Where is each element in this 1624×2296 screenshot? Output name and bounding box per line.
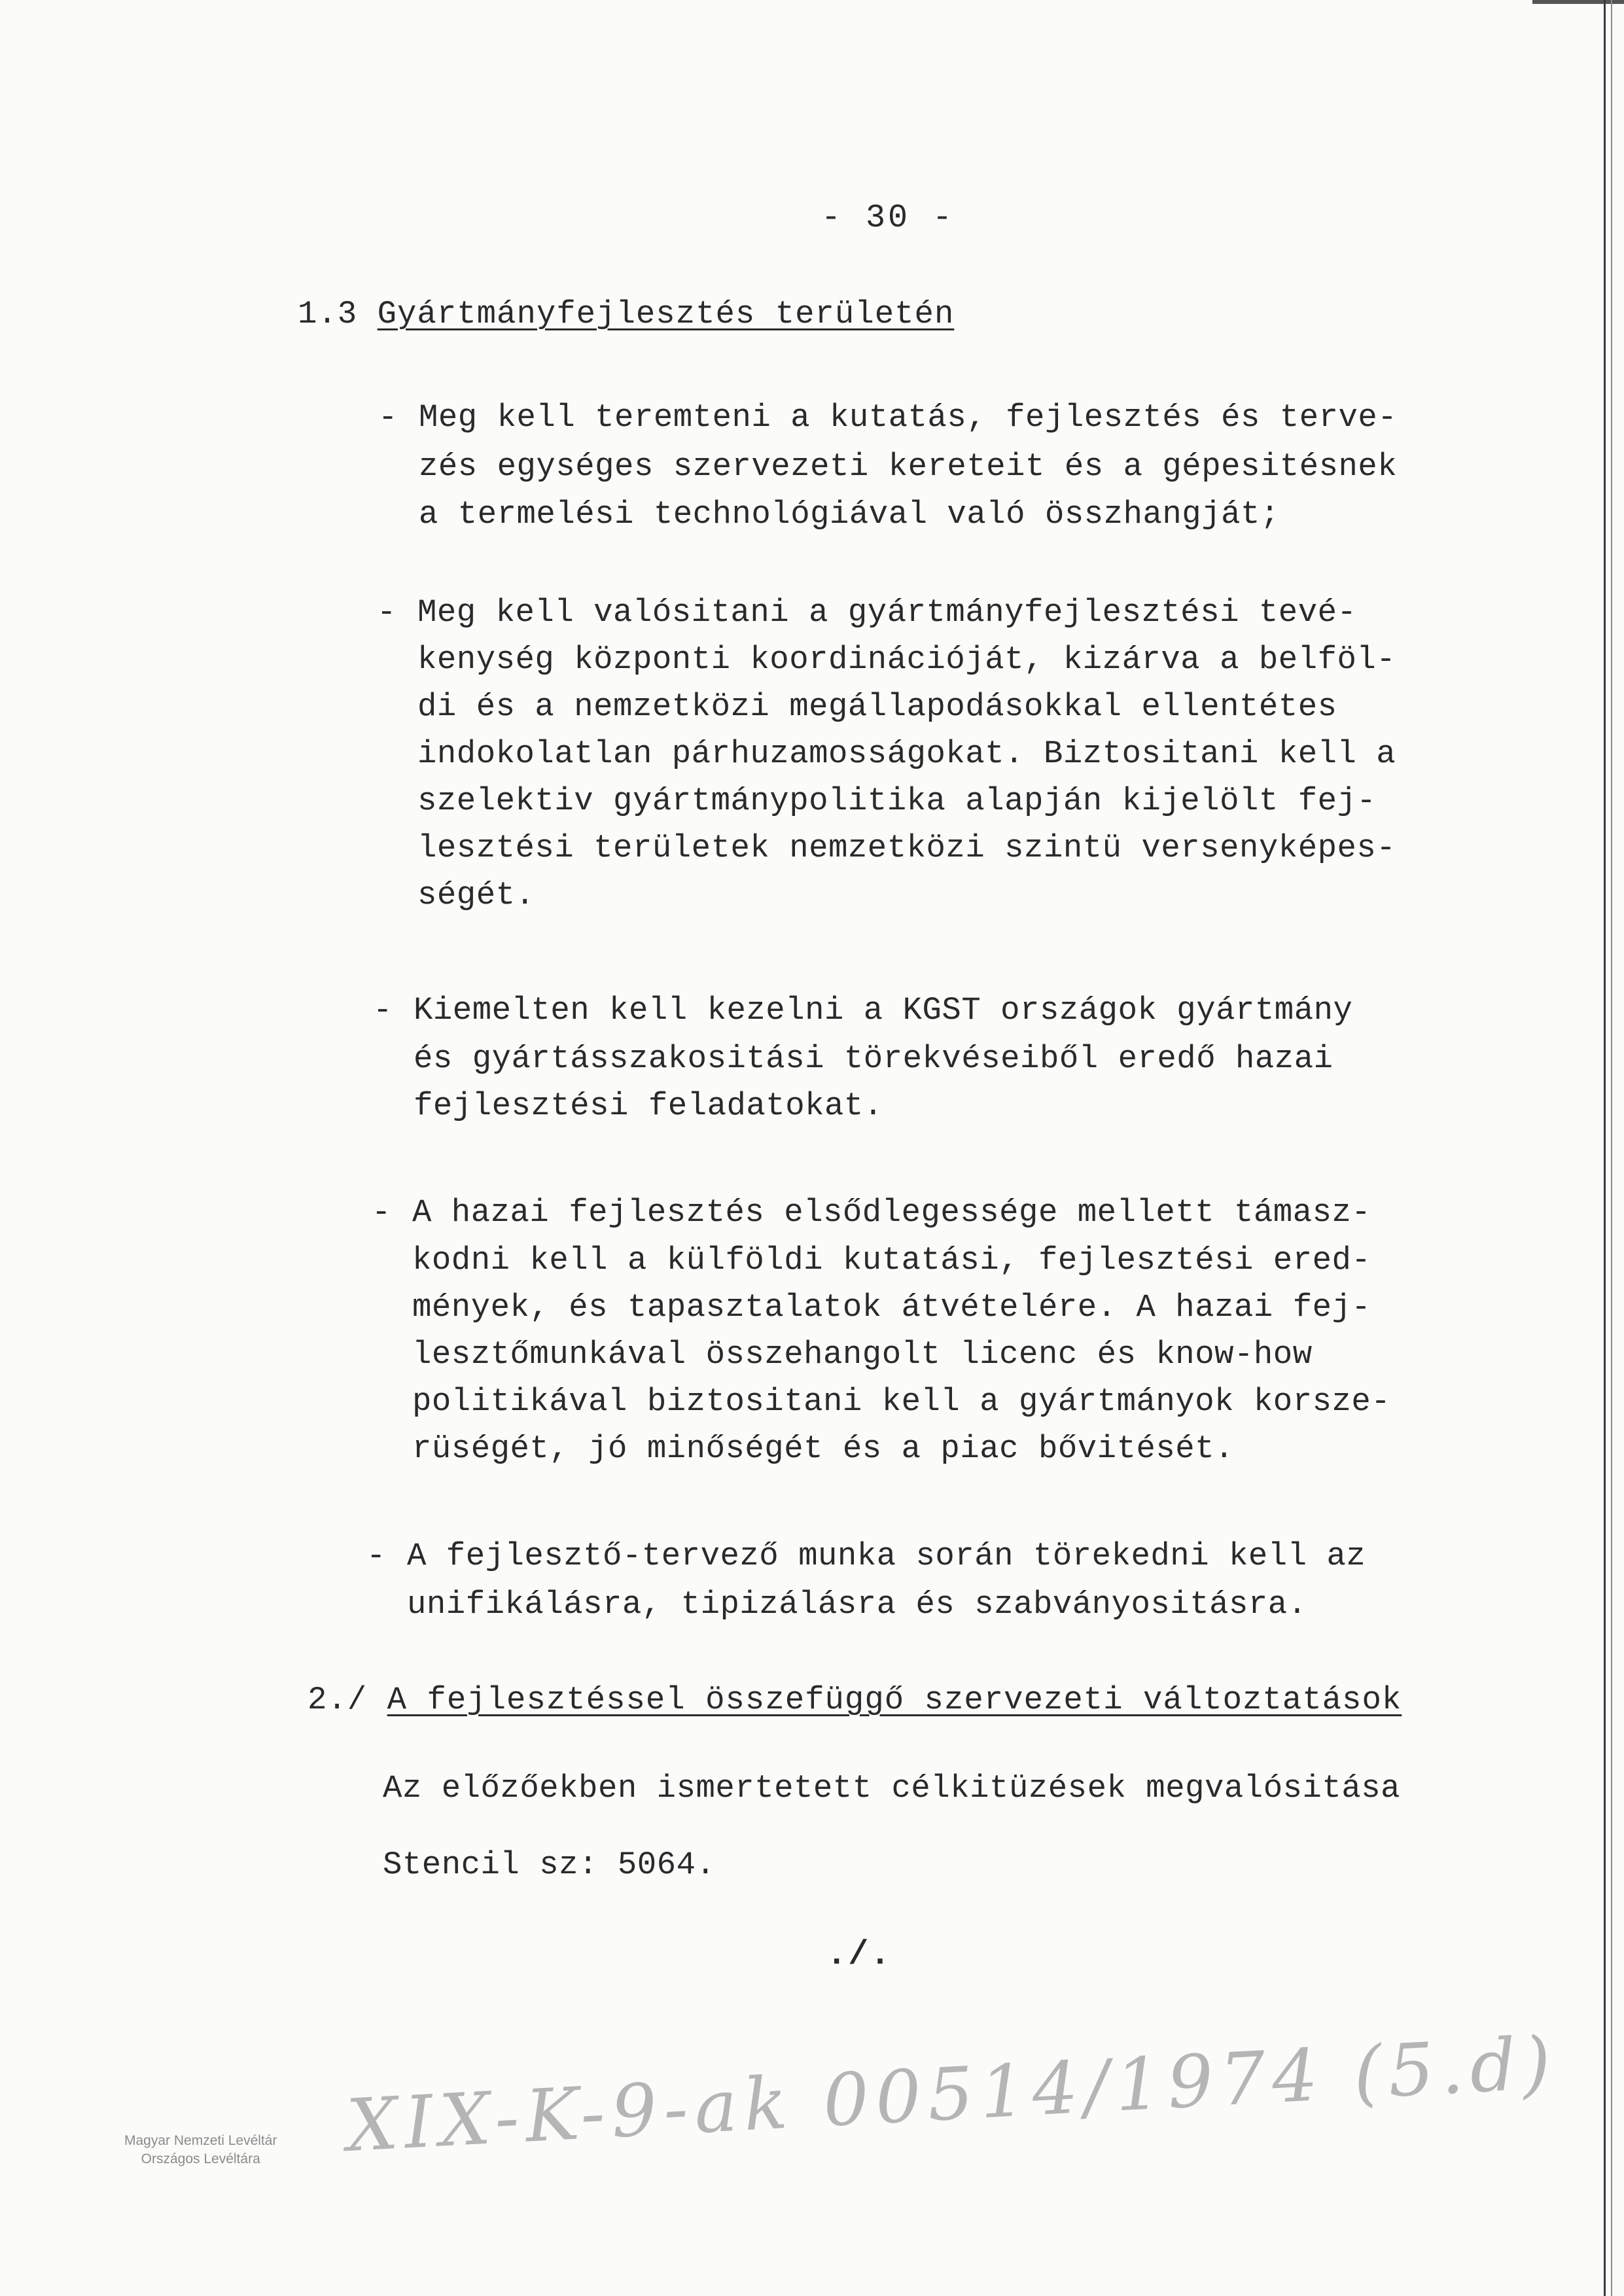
page-edge-shadow: [1611, 0, 1612, 2296]
archive-stamp: [124, 2132, 277, 2168]
archive-stamp-line: Országos Levéltára: [141, 2151, 260, 2166]
bullet-dash: -: [366, 1538, 386, 1574]
bullet-dash: -: [373, 992, 393, 1029]
bullet-dash: -: [377, 594, 397, 631]
paragraph-line: lesztőmunkával összehangolt licenc és know-how: [412, 1336, 1313, 1373]
paragraph-line: unifikálásra, tipizálásra és szabványositásra.: [407, 1586, 1307, 1623]
archive-stamp-line: Magyar Nemzeti Levéltár: [124, 2133, 277, 2148]
paragraph-line: indokolatlan párhuzamosságokat. Biztositani kell a: [417, 735, 1396, 772]
paragraph-line: zés egységes szervezeti kereteit és a gépesitésnek: [419, 448, 1398, 485]
page-number: - 30 -: [821, 200, 955, 237]
paragraph-line: Meg kell teremteni a kutatás, fejlesztés és terve-: [419, 399, 1398, 436]
bullet-dash: -: [372, 1194, 391, 1231]
page-edge-line: [1604, 0, 1606, 2296]
paragraph-line: lesztési területek nemzetközi szintü versenyképes-: [417, 830, 1396, 866]
paragraph-line: politikával biztositani kell a gyártmányok korsze-: [412, 1383, 1391, 1420]
stencil-number: Stencil sz: 5064.: [383, 1846, 716, 1883]
archive-reference: XIX-K-9-ak 00514/1974 (5.d): [344, 2021, 1559, 2168]
section-number: 2./: [308, 1682, 368, 1718]
intro-line: Az előzőekben ismertetett célkitüzések megvalósitása: [383, 1770, 1401, 1807]
section-number: 1.3: [298, 296, 358, 332]
paragraph-line: di és a nemzetközi megállapodásokkal ellentétes: [417, 688, 1337, 725]
paragraph-line: és gyártásszakositási törekvéseiből eredő hazai: [414, 1040, 1333, 1077]
paragraph-line: A hazai fejlesztés elsődlegessége mellett támasz-: [412, 1194, 1371, 1231]
paragraph-line: fejlesztési feladatokat.: [414, 1087, 883, 1124]
paragraph-line: Kiemelten kell kezelni a KGST országok gyártmány: [414, 992, 1353, 1029]
paragraph-line: rüségét, jó minőségét és a piac bővitését.: [412, 1430, 1235, 1467]
paragraph-line: A fejlesztő-tervező munka során törekedni kell az: [407, 1538, 1366, 1574]
continuation-mark: ./.: [826, 1935, 892, 1974]
paragraph-line: Meg kell valósitani a gyártmányfejlesztési tevé-: [417, 594, 1357, 631]
paragraph-line: kenység központi koordinációját, kizárva a belföl-: [417, 641, 1396, 678]
section-title: Gyártmányfejlesztés területén: [377, 296, 955, 332]
paragraph-line: ségét.: [417, 877, 535, 913]
section-heading-1-3: [298, 296, 954, 332]
paragraph-line: a termelési technológiával való összhangját;: [419, 496, 1280, 533]
paragraph-line: mények, és tapasztalatok átvételére. A hazai fej-: [412, 1289, 1371, 1326]
paragraph-line: szelektiv gyártmánypolitika alapján kijelölt fej-: [417, 783, 1377, 819]
section-heading-2: [308, 1682, 1402, 1718]
bullet-dash: -: [378, 399, 398, 436]
section-title: A fejlesztéssel összefüggő szervezeti változtatások: [387, 1682, 1402, 1718]
page-edge-mark: [1532, 0, 1624, 4]
paragraph-line: kodni kell a külföldi kutatási, fejlesztési ered-: [412, 1242, 1371, 1279]
